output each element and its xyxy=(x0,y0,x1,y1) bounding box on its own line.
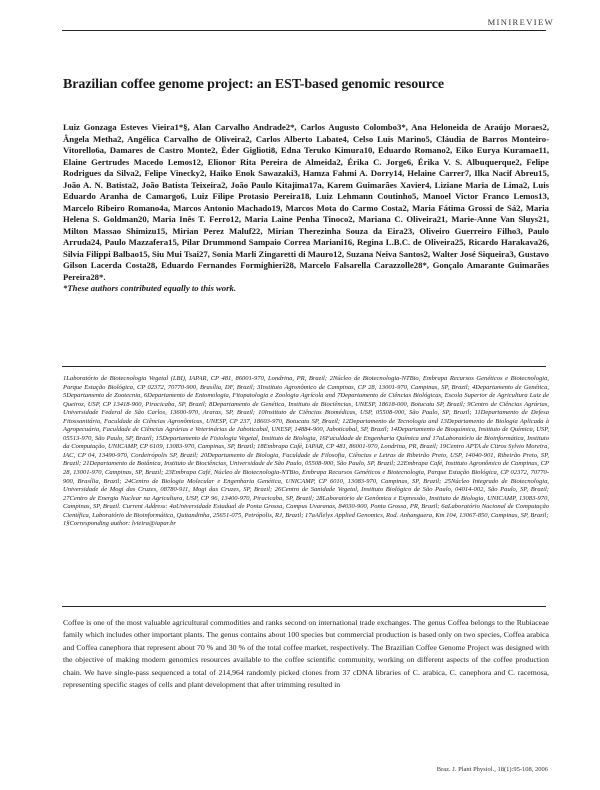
abstract-body: Coffee is one of the most valuable agricultural commodities and ranks second on international trade exchanges. The genus Coffea belongs to the Rubiaceae family which includes other important plants. The genus contains about 100 species but commercial production is based only on two species, Coffea arabica and Coffea canephora that represent about 70 % and 30 % of the total coffee market, respectively. The Brazilian Coffee Genome Project was designed with the objective of making modern genomics resources available to the coffee scientific community, working on different aspects of the coffee production chain. We have single-pass sequenced a total of 214,964 randomly picked clones from 37 cDNA libraries of C. arabica, C. canephora and C. racemosa, representing specific stages of cells and plant development that after trimming resulted in xyxy=(63,618,549,690)
header-rule xyxy=(62,30,546,31)
affiliations-rule xyxy=(62,366,546,367)
author-list xyxy=(63,122,549,295)
abstract-rule xyxy=(62,606,546,607)
journal-citation: Braz. J. Plant Physiol., 18(1):95-108, 2006 xyxy=(436,766,548,773)
article-title: Brazilian coffee genome project: an EST-based genomic resource xyxy=(63,77,444,92)
corresponding-author: 1§Corresponding author: lvieira@iapar.br xyxy=(63,520,176,528)
affiliations xyxy=(63,375,549,529)
equal-contribution-note: *These authors contributed equally to this work. xyxy=(63,283,237,293)
affiliations-text: 1Laboratório de Biotecnologia Vegetal (LBI), IAPAR, CP 481, 86001-970, Londrina, PR, Brazil; 2Núcleo de Biotecnologia-NTBio, Embrapa Recursos Genéticos e Biotecnologia, Parque Estação Biológica, CP 02372, 70770-900, Brasília, DF, Brazil; 3Instituto Agronômico de Campinas, CP 28, 13001-970, Campinas, SP, Brazil; 4Departamento de Genética, 5Departamento de Zootecnia, 6Departamento de Entomologia, Fitopatologia e Zoologia Agrícola and 7Departamento de Ciências Biológicas, Escola Superior de Agricultura Luiz de Queiroz, USP, CP 13418-900, Piracicaba, SP, Brazil; 8Departamento de Genética, Instituto de Biociências, UNESP, 18618-000, Botucatu SP, Brazil; 9Centro de Ciências Agrárias, Universidade Federal de São Carlos, 13600-970, Araras, SP, Brazil; 10Instituto de Ciências Biomédicas, USP, 05508-000, São Paulo, SP, Brazil; 11Departamento de Defesa Fitossanitária, Faculdade de Ciências Agronômicas, UNESP, CP 237, 18603-970, Botucatu SP, Brazil; 12Departamento de Tecnologia and 13Departamento de Biologia Aplicada à Agropecuária, Faculdade de Ciências Agrárias e Veterinárias de Jaboticabal, UNESP, 14884-900, Jaboticabal, SP, Brazil; 14Departamento de Bioquímica, Instituto de Química, USP, 05513-970, São Paulo, SP, Brazil; 15Departamento de Fisiologia Vegetal, Instituto de Biologia, 16Faculdade de Engenharia Química and 17aLaboratório de Bioinformática, Instituto da Computação, UNICAMP, CP 6109, 13083-970, Campinas, SP, Brazil; 18Embrapa Café, IAPAR, CP 481, 86001-970, Londrina, PR, Brazil; 19Centro APTA de Citros Sylvio Moreira, IAC, CP 04, 13490-970, Cordeirópolis SP, Brazil; 20Departamento de Biologia, Faculdade de Filosofia, Ciências e Letras de Ribeirão Preto, USP, 14040-901, Ribeirão Preto, SP, Brazil; 21Departamento de Botânica, Instituto de Biociências, Universidade de São Paulo, 05508-900, São Paulo, SP, Brazil; 22Embrapa Café, Instituto Agronômico de Campinas, CP 28, 13001-970, Campinas, SP, Brazil; 23Embrapa Café, Núcleo de Biotecnologia-NTBio, Embrapa Recursos Genéticos e Biotecnologia, Parque Estação Biológica, CP 02372, 70770-900, Brasília, Brazil; 24Centro de Biologia Molecular e Engenharia Genética, UNICAMP, CP 6010, 13083-970, Campinas, SP, Brazil; 25Núcleo Integrado de Biotecnologia, Universidade de Mogi das Cruzes, 08780-911, Mogi das Cruzes, SP, Brazil; 26Centro de Sanidade Vegetal, Instituto Biológico de São Paulo, 04014-002, São Paulo, SP, Brazil; 27Centro de Energia Nuclear na Agricultura, USP, CP 96, 13400-970, Piracicaba, SP, Brazil; 28Laboratório de Genômica e Expressão, Instituto de Biologia, UNICAMP, 13083-970, Campinas, SP, Brazil. Current Address: 4aUniversidade Estadual de Ponta Grossa, Campus Uvaranas, 84030-900, Ponta Grossa, PR, Brazil; 6aLaboratório Nacional de Computação Científica, Laboratório de Bioinformática, Quitandinha, 25651-075, Petrópolis, RJ, Brazil; 17aAllelyx Applied Genomics, Rod. Anhanguera, Km 104, 13067-850, Campinas, SP, Brazil; xyxy=(63,375,549,519)
authors-text: Luiz Gonzaga Esteves Vieira1*§, Alan Carvalho Andrade2*, Carlos Augusto Colombo3*, Ana Heloneida de Araújo Moraes2, Ângela Metha2, Angélica Carvalho de Oliveira2, Carlos Alberto Labate4, Celso Luis Marino5, Cláudia de Barros Monteiro-Vitorello6a, Damares de Castro Monte2, Éder Giglioti8, Edna Teruko Kimura10, Eduardo Romano2, Eiko Eurya Kuramae11, Elaine Gertrudes Macedo Lemos12, Elionor Rita Pereira de Almeida2, Érika C. Jorge6, Érika V. S. Albuquerque2, Felipe Rodrigues da Silva2, Felipe Vinecky2, Haiko Enok Sawazaki3, Hamza Fahmi A. Dorry14, Helaine Carrer7, Ilka Nacif Abreu15, João A. N. Batista2, João Batista Teixeira2, João Paulo Kitajima17a, Karem Guimarães Xavier4, Liziane Maria de Lima2, Luis Eduardo Aranha de Camargo6, Luiz Filipe Protasio Pereira18, Luiz Lehmann Coutinho5, Manoel Victor Franco Lemos13, Marcelo Ribeiro Romano4a, Marcos Antonio Machado19, Marcos Mota do Carmo Costa2, Maria Fátima Grossi de Sá2, Maria Helena S. Goldman20, Maria Inês T. Ferro12, Maria Laine Penha Tinoco2, Mariana C. Oliveira21, Marie-Anne Van Sluys21, Milton Massao Shimizu15, Mirian Perez Maluf22, Mirian Therezinha Souza da Eira23, Oliveiro Guerreiro Filho3, Paulo Arruda24, Paulo Mazzafera15, Pilar Drummond Sampaio Correa Mariani16, Regina L.B.C. de Oliveira25, Ricardo Harakava26, Silvia Filippi Balbao15, Siu Mui Tsai27, Sonia Marli Zingaretti di Mauro12, Suzana Neiva Santos2, Walter José Siqueira3, Gustavo Gilson Lacerda Costa28, Eduardo Fernandes Formighieri28, Marcelo Falsarella Carazzolle28*, Gonçalo Amarante Guimarães Pereira28*. xyxy=(63,122,549,282)
section-label: MINIREVIEW xyxy=(487,17,554,27)
